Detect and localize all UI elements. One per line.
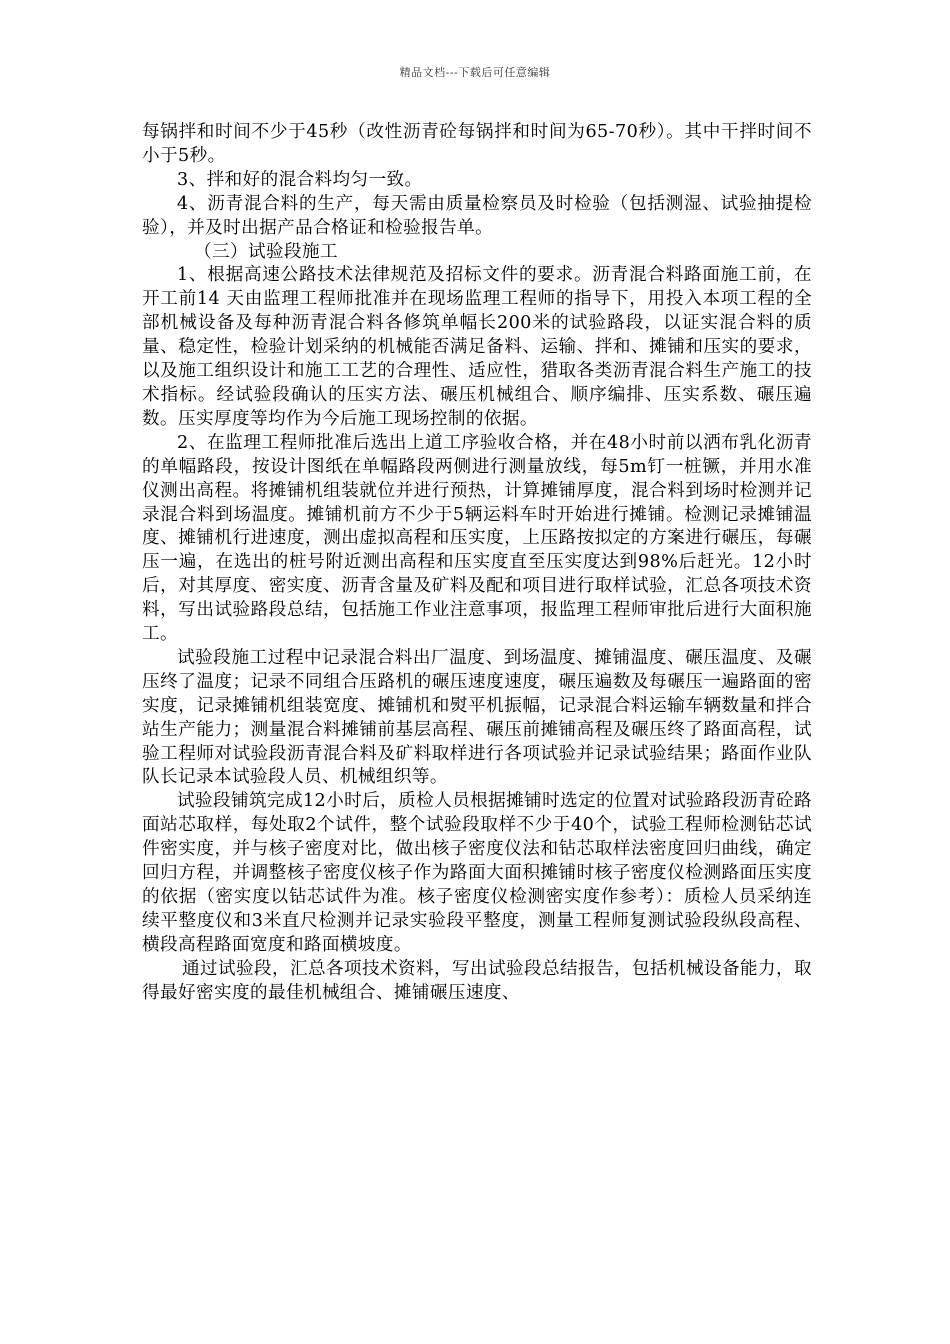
- paragraph-trial-records: 试验段施工过程中记录混合料出厂温度、到场温度、摊铺温度、碾压温度、及碾压终了温度；记录不同组合压路机的碾压速度速度，碾压遍数及每碾压一遍路面的密实度，记录摊铺机组装宽度、摊铺机和熨平机振幅，记录混合料运输车辆数量和拌合站生产能力；测量混合料摊铺前基层高程、碾压前摊铺高程及碾压终了路面高程，试验工程师对试验段沥青混合料及矿料取样进行各项试验并记录试验结果；路面作业队队长记录本试验段人员、机械组织等。: [142, 647, 812, 788]
- paragraph-trial-summary: 通过试验段，汇总各项技术资料，写出试验段总结报告，包括机械设备能力，取得最好密实度的最佳机械组合、摊铺碾压速度、: [142, 958, 812, 1003]
- paragraph-item-3: 3、拌和好的混合料均匀一致。: [177, 169, 423, 190]
- paragraph-trial-item-1: 1、根据高速公路技术法律规范及招标文件的要求。沥青混合料路面施工前，在开工前14 天由监理工程师批准并在现场监理工程师的指导下，用投入本项工程的全部机械设备及每种沥青混合料各修筑单幅长200米的试验路段，以证实混合料的质量、稳定性，检验计划采纳的机械能否满足备料、运输、拌和、摊铺和压实的要求，以及施工组织设计和施工工艺的合理性、适应性，猎取各类沥青混合料生产施工的技术指标。经试验段确认的压实方法、碾压机械组合、顺序编排、压实系数、碾压遍数。压实厚度等均作为今后施工现场控制的依据。: [142, 265, 812, 429]
- paragraph-trial-item-2: 2、在监理工程师批准后选出上道工序验收合格，并在48小时前以洒布乳化沥青的单幅路段，按设计图纸在单幅路段两侧进行测量放线，每5m钉一桩镢，并用水准仪测出高程。将摊铺机组装就位并进行预热，计算摊铺厚度，混合料到场时检测并记录混合料到场温度。摊铺机前方不少于5辆运料车时开始进行摊铺。检测记录摊铺温度、摊铺机行进速度，测出虚拟高程和压实度，上压路按拟定的方案进行碾压，每碾压一遍，在选出的桩号附近测出高程和压实度直至压实度达到98%后赶光。12小时后，对其厚度、密实度、沥青含量及矿料及配和项目进行取样试验，汇总各项技术资料，写出试验路段总结，包括施工作业注意事项，报监理工程师审批后进行大面积施工。: [142, 432, 812, 645]
- paragraph-trial-sampling: 试验段铺筑完成12小时后，质检人员根据摊铺时选定的位置对试验路段沥青砼路面站芯取样，每处取2个试件，整个试验段取样不少于40个，试验工程师检测钻芯试件密实度，并与核子密度对比，做出核子密度仪法和钻芯取样法密度回归曲线，确定回归方程，并调整核子密度仪核子作为路面大面积摊铺时核子密度仪检测路面压实度的依据（密实度以钻芯试件为准。核子密度仪检测密实度作参考）：质检人员采纳连续平整度仪和3米直尺检测并记录实验段平整度，测量工程师复测试验段纵段高程、横段高程路面宽度和路面横坡度。: [142, 791, 812, 955]
- section-heading-trial-section: （三）试验段施工: [194, 241, 338, 262]
- page-header: 精品文档---下载后可任意编辑: [399, 66, 551, 79]
- paragraph-mixing-time: 每锅拌和时间不少于45秒（改性沥青砼每锅拌和时间为65-70秒）。其中干拌时间不小于5秒。: [142, 122, 812, 166]
- paragraph-item-4: 4、沥青混合料的生产，每天需由质量检察员及时检验（包括测湿、试验抽提检验），并及时出据产品合格证和检验报告单。: [142, 193, 812, 238]
- document-body: [142, 121, 812, 1006]
